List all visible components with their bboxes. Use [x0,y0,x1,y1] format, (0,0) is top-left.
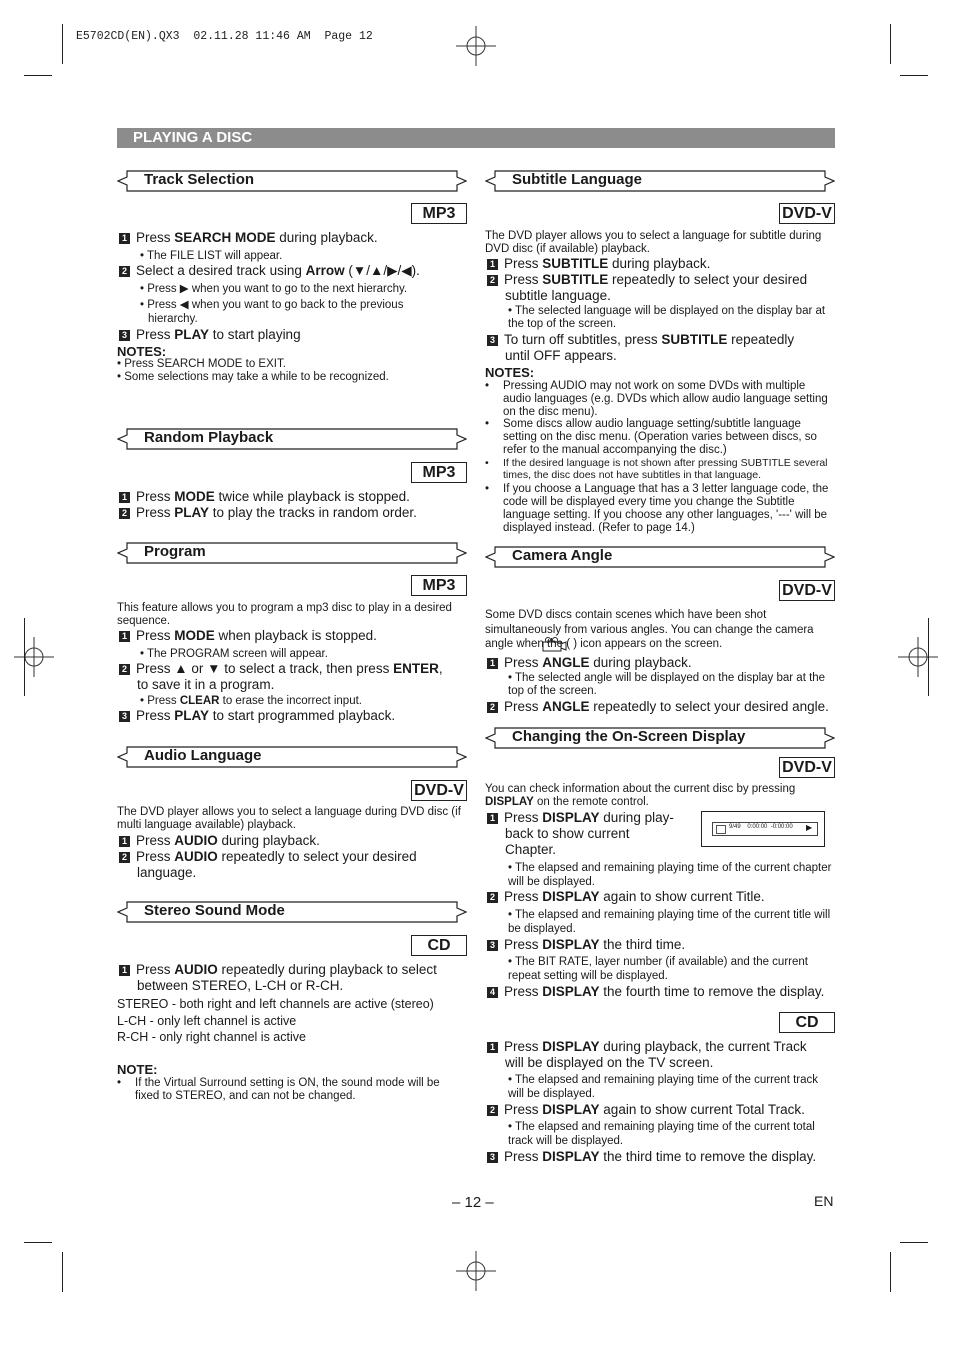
track-note-2: • Some selections may take a while to be recognized. [117,371,389,383]
program-step-3: 3 Press PLAY to start programmed playback. [119,708,469,724]
dvd-v-badge: DVD-V [411,780,467,801]
cd-display-step-1: 1 Press DISPLAY during playback, the current Track will be displayed on the TV screen. [487,1039,837,1071]
track-step-1: 1 Press SEARCH MODE during playback. [119,230,469,246]
program-step-1-sub: • The PROGRAM screen will appear. [140,648,328,660]
audio-step-2: 2 Press AUDIO repeatedly to select your desired language. [119,849,469,881]
subtitle-note-3: • If the desired language is not shown after pressing SUBTITLE several times, the disc does not have subtitles in that language. [485,457,828,481]
program-step-1: 1 Press MODE when playback is stopped. [119,628,469,644]
subtitle-step-3: 3 To turn off subtitles, press SUBTITLE repeatedly until OFF appears. [487,332,837,364]
crop-mark [24,1242,52,1243]
heading-label: Random Playback [144,429,274,446]
page-number: – 12 – [452,1194,494,1211]
program-intro: This feature allows you to program a mp3 disc to play in a desired sequence. [117,602,452,627]
language-code: EN [814,1193,834,1209]
subtitle-intro: The DVD player allows you to select a language for subtitle during DVD disc (if available) playback. [485,230,822,255]
subtitle-note-2: • Some discs allow audio language setting/subtitle language setting on the disc menu. (Operation varies between discs, so refer to the manual accompanying the disc.) [485,418,817,456]
heading-stereo-sound-mode [117,901,467,923]
display-step-3-sub: • The BIT RATE, layer number (if available) and the current repeat setting will be displayed. [508,956,808,982]
registration-mark-icon [898,637,938,677]
stereo-line-3: R-CH - only right channel is active [117,1030,306,1044]
program-step-2-sub: • Press CLEAR to erase the incorrect input. [140,695,362,707]
track-step-2-sub-2: • Press ◀ when you want to go back to the previous hierarchy. [140,299,404,325]
crop-mark [24,618,25,696]
stereo-line-1: STEREO - both right and left channels are active (stereo) [117,997,434,1011]
random-step-2: 2 Press PLAY to play the tracks in random order. [119,505,469,521]
crop-mark [928,618,929,696]
osd-text: 9/49 0:00:00 -0:00:00 [729,824,793,830]
heading-label: Audio Language [144,747,262,764]
camera-angle-icon [540,637,568,653]
cd-display-step-1-sub: • The elapsed and remaining playing time of the current track will be displayed. [508,1074,819,1100]
cd-badge: CD [411,935,467,956]
subtitle-step-2-sub: • The selected language will be displayed on the display bar at the top of the screen. [508,305,826,330]
track-step-2: 2 Select a desired track using Arrow (▼/▲/▶/◀). [119,263,469,279]
stereo-line-2: L-CH - only left channel is active [117,1014,297,1028]
heading-label: Changing the On-Screen Display [512,728,746,745]
heading-label: Subtitle Language [512,171,643,188]
mp3-badge: MP3 [411,462,467,483]
crop-mark [24,75,52,76]
dvd-v-badge: DVD-V [779,757,835,778]
heading-label: Camera Angle [512,547,613,564]
crop-mark [62,24,63,64]
subtitle-notes-heading: NOTES: [485,365,535,380]
track-note-1: • Press SEARCH MODE to EXIT. [117,358,286,370]
track-step-1-sub: • The FILE LIST will appear. [140,250,283,262]
display-intro: You can check information about the current disc by pressing DISPLAY on the remote control. [485,783,796,808]
registration-mark-icon [14,637,54,677]
file-header: E5702CD(EN).QX3 02.11.28 11:46 AM Page 12 [76,30,373,43]
crop-mark [890,1252,891,1292]
crop-mark [900,1242,928,1243]
mp3-badge: MP3 [411,575,467,596]
heading-on-screen-display [485,727,835,749]
osd-bar [712,822,818,836]
dvd-v-badge: DVD-V [779,203,835,224]
track-step-2-sub-1: • Press ▶ when you want to go to the next hierarchy. [140,283,408,295]
heading-label: Program [144,543,206,560]
camera-step-1: 1 Press ANGLE during playback. [487,655,837,671]
cd-display-step-3: 3 Press DISPLAY the third time to remove the display. [487,1149,837,1165]
heading-label: Stereo Sound Mode [144,902,285,919]
audio-intro: The DVD player allows you to select a language during DVD disc (if multi language available) playback. [117,806,461,831]
stereo-step-1: 1 Press AUDIO repeatedly during playback to select between STEREO, L-CH or R-CH. [119,962,469,994]
cd-badge: CD [779,1012,835,1033]
display-step-1-sub: • The elapsed and remaining playing time of the current chapter will be displayed. [508,862,832,888]
registration-mark-icon [456,26,496,66]
dvd-v-badge: DVD-V [779,580,835,601]
play-icon: ▶ [806,823,813,832]
disc-icon [716,825,726,834]
random-step-1: 1 Press MODE twice while playback is stopped. [119,489,469,505]
subtitle-step-1: 1 Press SUBTITLE during playback. [487,256,837,272]
crop-mark [62,1252,63,1292]
camera-step-2: 2 Press ANGLE repeatedly to select your desired angle. [487,699,837,715]
stereo-note-heading: NOTE: [117,1062,158,1077]
display-step-2-sub: • The elapsed and remaining playing time of the current title will be displayed. [508,909,831,935]
display-step-3: 3 Press DISPLAY the third time. [487,937,837,953]
subtitle-note-4: • If you choose a Language that has a 3 letter language code, the code will be displayed every time you change the Subtitle language setting. If you choose any other languages, '---' will be displayed instead. (Refer to page 14.) [485,483,829,534]
program-step-2: 2 Press ▲ or ▼ to select a track, then press ENTER, to save it in a program. [119,661,469,693]
cd-display-step-2: 2 Press DISPLAY again to show current Total Track. [487,1102,837,1118]
stereo-note-1: • If the Virtual Surround setting is ON, the sound mode will be fixed to STEREO, and can not be changed. [117,1077,440,1102]
heading-label: Track Selection [144,171,255,188]
subtitle-note-1: • Pressing AUDIO may not work on some DVDs with multiple audio languages (e.g. DVDs which allow audio language setting on the disc menu). [485,380,828,418]
camera-intro: Some DVD discs contain scenes which have been shot simultaneously from various angles. You can change the camera angle when the ( ) icon appears on the screen. [485,609,814,650]
crop-mark [890,24,891,64]
display-step-2: 2 Press DISPLAY again to show current Title. [487,889,837,905]
mp3-badge: MP3 [411,203,467,224]
heading-track-selection [117,170,467,192]
display-step-4: 4 Press DISPLAY the fourth time to remove the display. [487,984,837,1000]
camera-step-1-sub: • The selected angle will be displayed on the display bar at the top of the screen. [508,672,826,697]
heading-random-playback [117,428,467,450]
heading-subtitle-language [485,170,835,192]
subtitle-step-2: 2 Press SUBTITLE repeatedly to select your desired subtitle language. [487,272,837,304]
osd-illustration [701,811,825,847]
heading-camera-angle [485,546,835,568]
cd-display-step-2-sub: • The elapsed and remaining playing time of the current total track will be displayed. [508,1121,815,1147]
crop-mark [900,75,928,76]
heading-program [117,542,467,564]
section-title: PLAYING A DISC [133,129,253,146]
display-step-1: 1 Press DISPLAY during play- back to show current Chapter. [487,810,697,858]
track-step-3: 3 Press PLAY to start playing [119,327,469,343]
registration-mark-icon [456,1251,496,1291]
audio-step-1: 1 Press AUDIO during playback. [119,833,469,849]
track-notes-heading: NOTES: [117,344,167,359]
heading-audio-language [117,746,467,768]
